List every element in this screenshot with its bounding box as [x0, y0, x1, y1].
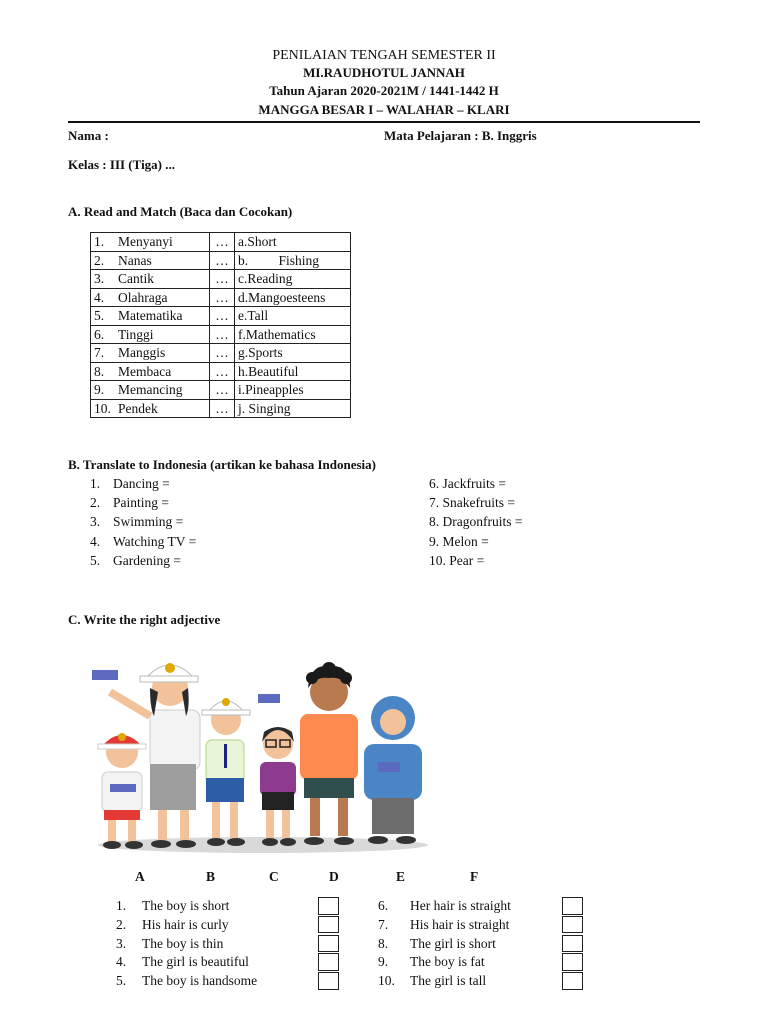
address-line: MANGGA BESAR I – WALAHAR – KLARI — [258, 102, 510, 117]
answer-blank[interactable] — [210, 251, 235, 270]
statement-text: The girl is beautiful — [142, 954, 249, 970]
dots: … — [215, 400, 229, 416]
indonesian-word — [91, 325, 210, 344]
answer-box[interactable] — [318, 972, 339, 990]
answer-box[interactable] — [562, 935, 583, 953]
statement-text: The boy is handsome — [142, 973, 258, 989]
child-f-figure — [364, 696, 422, 844]
statement-number: 4. — [116, 954, 127, 970]
match-row — [91, 307, 351, 326]
answer-blank[interactable] — [210, 344, 235, 363]
child-d-figure — [260, 727, 296, 846]
translate-item — [90, 553, 181, 569]
item-text: Painting = — [113, 495, 169, 511]
dots: … — [215, 345, 229, 361]
answer-box[interactable] — [318, 935, 339, 953]
statement-number: 3. — [116, 935, 127, 951]
statement — [116, 936, 223, 952]
answer-box[interactable] — [562, 972, 583, 990]
dots: … — [215, 326, 229, 342]
translate-item: 7. Snakefruits = — [429, 495, 515, 511]
row-number: 3. — [94, 271, 105, 287]
row-number: 7. — [94, 345, 105, 361]
statement — [378, 936, 496, 952]
row-number: 8. — [94, 363, 105, 379]
answer-blank[interactable] — [210, 288, 235, 307]
item-number: 5. — [90, 552, 101, 568]
header-rule — [68, 121, 700, 123]
section-a-title: A. Read and Match (Baca dan Cocokan) — [68, 204, 293, 219]
statement — [378, 954, 485, 970]
answer-blank[interactable] — [210, 233, 235, 252]
answer-box[interactable] — [562, 953, 583, 971]
statement-text: His hair is straight — [410, 916, 510, 932]
dots: … — [215, 289, 229, 305]
word-text: Manggis — [118, 345, 166, 361]
figure-label: B — [206, 869, 216, 884]
row-number: 10. — [94, 400, 111, 416]
answer-box[interactable] — [562, 897, 583, 915]
answer-blank[interactable] — [210, 270, 235, 289]
answer-box[interactable] — [318, 897, 339, 915]
section-b-title: B. Translate to Indonesia (artikan ke bahasa Indonesia) — [68, 457, 376, 472]
answer-blank[interactable] — [210, 307, 235, 326]
translate-item: 8. Dragonfruits = — [429, 514, 523, 530]
statement-number: 7. — [378, 916, 389, 932]
match-table — [90, 232, 351, 418]
section-c-title: C. Write the right adjective — [68, 612, 221, 627]
item-number: 2. — [90, 495, 101, 511]
item-text: Swimming = — [113, 514, 184, 530]
indonesian-word — [91, 381, 210, 400]
match-row — [91, 362, 351, 381]
row-number: 6. — [94, 326, 105, 342]
indonesian-word — [91, 307, 210, 326]
statement-number: 5. — [116, 973, 127, 989]
word-text: Nanas — [118, 252, 152, 268]
statement-text: The boy is fat — [410, 954, 485, 970]
word-text: Cantik — [118, 271, 154, 287]
indonesian-word — [91, 399, 210, 418]
translate-item — [90, 476, 170, 492]
figure-label: D — [329, 869, 339, 884]
english-option: h.Beautiful — [235, 362, 351, 381]
figure-label: A — [135, 869, 145, 884]
statement-number: 2. — [116, 916, 127, 932]
academic-year: Tahun Ajaran 2020-2021M / 1441-1442 H — [269, 83, 499, 98]
figure-label: F — [470, 869, 479, 884]
statement-text: Her hair is straight — [410, 898, 511, 913]
nama-field: Nama : — [68, 128, 109, 143]
row-number: 9. — [94, 382, 105, 398]
statement-number: 8. — [378, 935, 389, 951]
mata-pelajaran: Mata Pelajaran : B. Inggris — [384, 128, 537, 143]
statement-text: The girl is tall — [410, 973, 487, 989]
answer-blank[interactable] — [210, 325, 235, 344]
translate-item: 6. Jackfruits = — [429, 476, 506, 491]
answer-box[interactable] — [318, 953, 339, 971]
match-row — [91, 381, 351, 400]
english-option: g.Sports — [235, 344, 351, 363]
row-number: 5. — [94, 308, 105, 324]
dots: … — [215, 308, 229, 324]
indonesian-word — [91, 344, 210, 363]
dots: … — [215, 271, 229, 287]
word-text: Membaca — [118, 363, 172, 379]
indonesian-word — [91, 233, 210, 252]
word-text: Olahraga — [118, 289, 168, 305]
header-line-1: PENILAIAN TENGAH SEMESTER II — [272, 48, 496, 63]
school-name: MI.RAUDHOTUL JANNAH — [303, 65, 465, 80]
statement — [116, 954, 249, 970]
statement-text: The girl is short — [410, 935, 496, 951]
dots: … — [215, 234, 229, 250]
translate-item — [90, 514, 183, 530]
match-row — [91, 344, 351, 363]
word-text: Memancing — [118, 382, 183, 398]
statement — [116, 917, 229, 933]
item-text: Gardening = — [113, 552, 181, 568]
answer-blank[interactable] — [210, 399, 235, 418]
child-e-figure — [300, 662, 358, 845]
statement — [378, 917, 509, 933]
word-text: Menyanyi — [118, 234, 173, 250]
statement-number: 10. — [378, 973, 395, 989]
match-row — [91, 325, 351, 344]
statement-text: The boy is thin — [142, 935, 224, 951]
indonesian-word — [91, 288, 210, 307]
translate-item: 10. Pear = — [429, 552, 485, 568]
statement — [116, 898, 229, 914]
dots: … — [215, 363, 229, 379]
match-row — [91, 399, 351, 418]
item-text: Watching TV = — [113, 533, 197, 549]
answer-blank[interactable] — [210, 381, 235, 400]
english-option: e.Tall — [235, 307, 351, 326]
word-text: Pendek — [118, 400, 158, 416]
figure-label: C — [269, 869, 279, 884]
word-text: Tinggi — [118, 326, 154, 342]
dots: … — [215, 382, 229, 398]
indonesian-word — [91, 251, 210, 270]
answer-box[interactable] — [318, 916, 339, 934]
item-number: 1. — [90, 476, 101, 491]
child-a-figure — [98, 733, 146, 849]
english-option: j. Singing — [235, 399, 351, 418]
match-row — [91, 251, 351, 270]
translate-item — [90, 495, 169, 511]
match-row — [91, 288, 351, 307]
answer-blank[interactable] — [210, 362, 235, 381]
answer-box[interactable] — [562, 916, 583, 934]
row-number: 4. — [94, 289, 105, 305]
dots: … — [215, 252, 229, 268]
row-number: 2. — [94, 252, 105, 268]
row-number: 1. — [94, 234, 105, 250]
indonesian-word — [91, 270, 210, 289]
statement — [378, 973, 486, 989]
statement-number: 6. — [378, 898, 389, 913]
english-option: d.Mangoesteens — [235, 288, 351, 307]
statement-text: The boy is short — [142, 898, 230, 913]
english-option: c.Reading — [235, 270, 351, 289]
translate-item — [90, 534, 196, 550]
kelas-field: Kelas : III (Tiga) ... — [68, 157, 176, 172]
english-option: f.Mathematics — [235, 325, 351, 344]
statement-text: His hair is curly — [142, 916, 229, 932]
english-option: i.Pineapples — [235, 381, 351, 400]
statement-number: 9. — [378, 954, 389, 970]
match-row — [91, 233, 351, 252]
children-illustration — [88, 652, 438, 857]
statement-number: 1. — [116, 898, 127, 913]
item-number: 3. — [90, 514, 101, 530]
english-option: b. Fishing — [235, 251, 351, 270]
item-number: 4. — [90, 533, 101, 549]
statement — [378, 898, 511, 914]
english-option: a.Short — [235, 233, 351, 252]
figure-label: E — [396, 869, 406, 884]
word-text: Matematika — [118, 308, 183, 324]
statement — [116, 973, 257, 989]
translate-item: 9. Melon = — [429, 533, 489, 549]
item-text: Dancing = — [113, 476, 170, 491]
match-row — [91, 270, 351, 289]
indonesian-word — [91, 362, 210, 381]
